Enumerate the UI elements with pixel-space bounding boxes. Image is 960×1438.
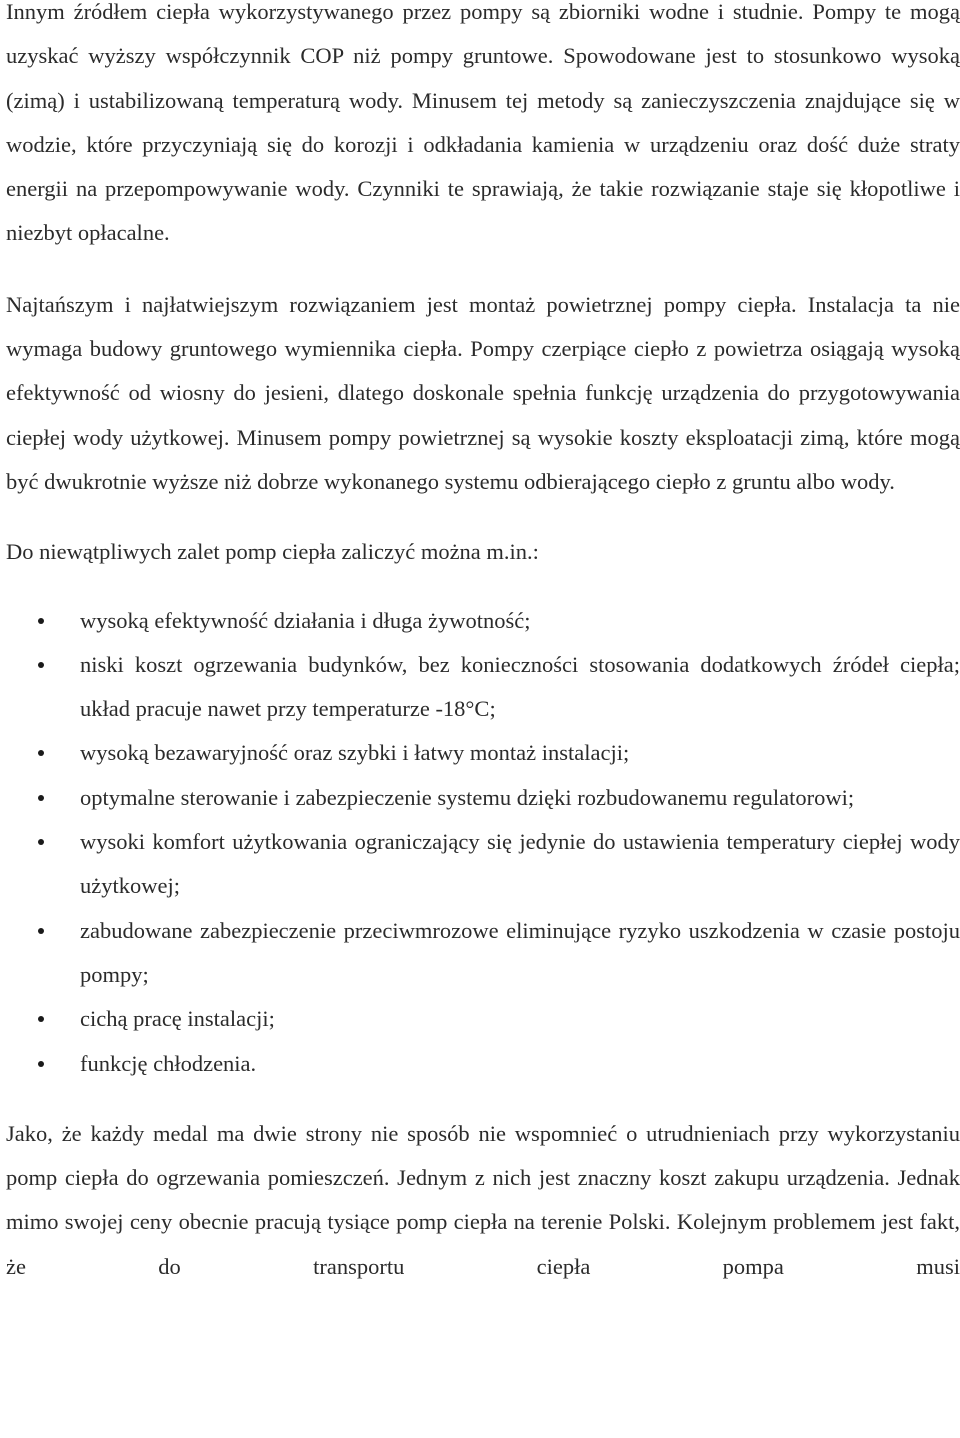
list-item xyxy=(6,776,960,820)
bullet-icon xyxy=(38,928,44,934)
paragraph-disadvantages: Jako, że każdy medal ma dwie strony nie sposób nie wspomnieć o utrudnieniach przy wykorzystaniu pomp ciepła do ogrzewania pomieszczeń. Jednym z nich jest znaczny koszt zakupu urządzenia. Jednak mimo swojej ceny obecnie pracują tysiące pomp ciepła na terenie Polski. Kolejnym problemem jest fakt, że do transportu ciepła pompa musi xyxy=(6,1120,960,1279)
list-item xyxy=(6,997,960,1041)
bullet-icon xyxy=(38,662,44,668)
paragraph-advantages-intro: Do niewątpliwych zalet pomp ciepła zaliczyć można m.in.: xyxy=(6,539,539,565)
list-item xyxy=(6,643,960,732)
list-item-text: wysoki komfort użytkowania ograniczający się jedynie do ustawienia temperatury ciepłej wody użytkowej; xyxy=(80,829,960,899)
document-page xyxy=(6,0,960,1289)
bullet-icon xyxy=(38,1016,44,1022)
list-item-text: funkcję chłodzenia. xyxy=(80,1050,257,1076)
bullet-icon xyxy=(38,750,44,756)
list-item xyxy=(6,820,960,909)
bullet-icon xyxy=(38,795,44,801)
list-item xyxy=(6,599,960,643)
list-item-text: optymalne sterowanie i zabezpieczenie systemu dzięki rozbudowanemu regulatorowi; xyxy=(80,784,855,810)
list-item-text: niski koszt ogrzewania budynków, bez konieczności stosowania dodatkowych źródeł ciepła; układ pracuje nawet przy temperaturze -18°C; xyxy=(80,651,960,722)
paragraph-air-heat-pump: Najtańszym i najłatwiejszym rozwiązaniem jest montaż powietrznej pompy ciepła. Instalacja ta nie wymaga budowy gruntowego wymiennika ciepła. Pompy czerpiące ciepło z powietrza osiągają wysoką efektywność od wiosny do jesieni, dlatego doskonale spełnia funkcję urządzenia do przygotowywania ciepłej wody użytkowej. Minusem pompy powietrznej są wysokie koszty eksploatacji zimą, które mogą być dwukrotnie wyższe niż dobrze wykonanego systemu odbierającego ciepło z gruntu albo wody. xyxy=(6,291,960,494)
bullet-icon xyxy=(38,1061,44,1067)
list-item xyxy=(6,909,960,998)
bullet-icon xyxy=(38,618,44,624)
bullet-icon xyxy=(38,839,44,845)
paragraph-water-sources: Innym źródłem ciepła wykorzystywanego przez pompy są zbiorniki wodne i studnie. Pompy te mogą uzyskać wyższy współczynnik COP niż pompy gruntowe. Spowodowane jest to stosunkowo wysoką (zimą) i ustabilizowaną temperaturą wody. Minusem tej metody są zanieczyszczenia znajdujące się w wodzie, które przyczyniają się do korozji i odkładania kamienia w urządzeniu oraz dość duże straty energii na przepompowywanie wody. Czynniki te sprawiają, że takie rozwiązanie staje się kłopotliwe i niezbyt opłacalne. xyxy=(6,0,960,246)
list-item-text: cichą pracę instalacji; xyxy=(80,1006,275,1032)
list-item xyxy=(6,1042,960,1086)
list-item-text: zabudowane zabezpieczenie przeciwmrozowe eliminujące ryzyko uszkodzenia w czasie postoju pompy; xyxy=(80,917,960,987)
list-item-text: wysoką bezawaryjność oraz szybki i łatwy montaż instalacji; xyxy=(80,740,630,766)
list-item xyxy=(6,731,960,775)
advantages-list xyxy=(6,599,960,1086)
list-item-text: wysoką efektywność działania i długa żywotność; xyxy=(80,607,531,633)
